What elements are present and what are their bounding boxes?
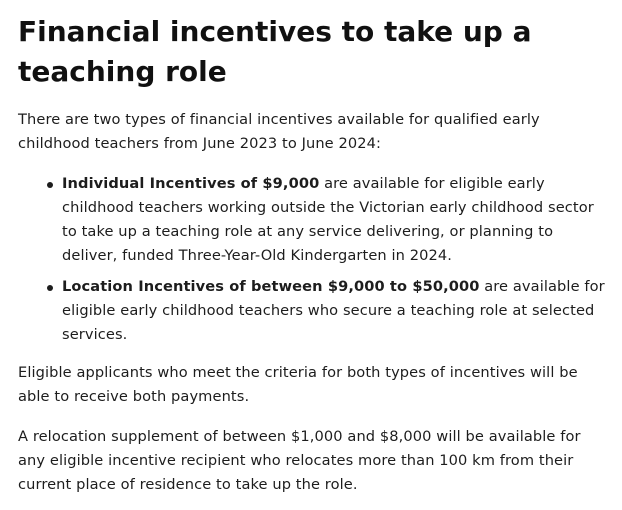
relocation-paragraph: A relocation supplement of between $1,000 and $8,000 will be available for any eligible incentive recipient who relocates more than 100 km from their current place of residence to take up the role. xyxy=(18,428,581,493)
location-incentive-title: Location Incentives of between $9,000 to $50,000 xyxy=(62,278,480,295)
list-item-individual-incentive xyxy=(62,172,610,268)
location-incentive-description: are available for eligible early childhood teachers who secure a teaching role at selected services. xyxy=(62,278,605,343)
bullet-icon xyxy=(47,182,53,188)
eligibility-paragraph: Eligible applicants who meet the criteria for both types of incentives will be able to receive both payments. xyxy=(18,364,578,405)
individual-incentive-title: Individual Incentives of $9,000 xyxy=(62,175,320,192)
bullet-icon xyxy=(47,285,53,291)
individual-incentive-description: are available for eligible early childhood teachers working outside the Victorian early childhood sector to take up a teaching role at any service delivering, or planning to deliver, funded Three-Year-Old Kindergarten in 2024. xyxy=(62,175,594,264)
page-title: Financial incentives to take up a teaching role xyxy=(18,15,532,88)
incentive-list xyxy=(18,172,610,347)
list-item-location-incentive xyxy=(62,275,610,347)
intro-paragraph: There are two types of financial incentives available for qualified early childhood teachers from June 2023 to June 2024: xyxy=(18,111,540,152)
